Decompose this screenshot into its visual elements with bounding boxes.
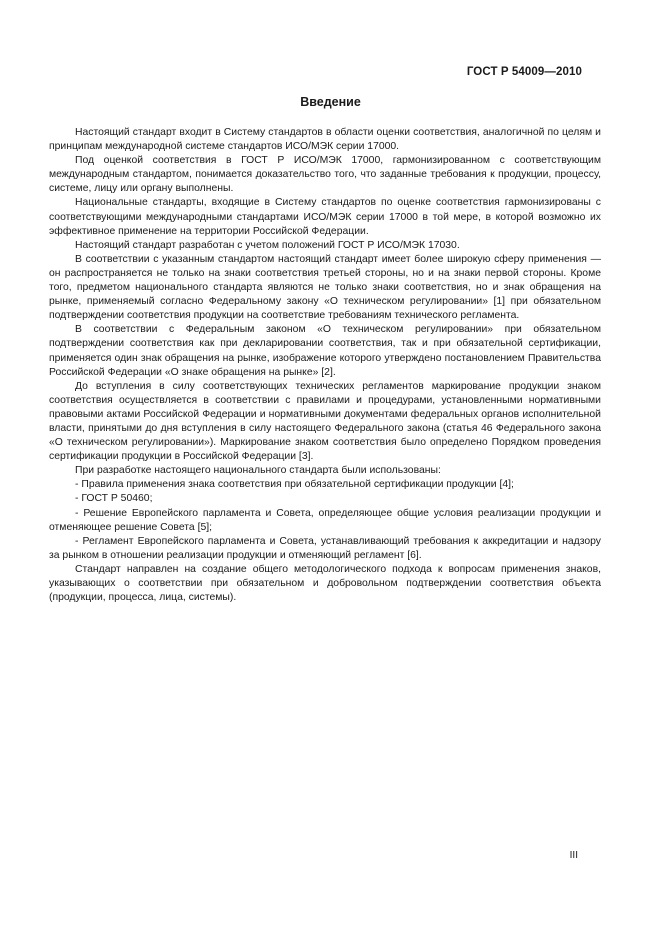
- paragraph: Под оценкой соответствия в ГОСТ Р ИСО/МЭК 17000, гармонизированном с соответствующим международным стандартом, понимается доказательство того, что заданные требования к продукции, процессу, системе, лицу или органу выполнены.: [49, 155, 601, 195]
- paragraph: В соответствии с указанным стандартом настоящий стандарт имеет более широкую сферу применения — он распространяется не только на знаки соответствия третьей стороны, но и на знаки первой стороны. Кроме того, предметом национального стандарта являются не только знаки соответствия, но и знак обращения на рынке, применяемый согласно Федеральному закону «О техническом регулировании» [1] при обязательном подтверждении соответствия продукции на соответствие требованиям технического регламента.: [49, 253, 601, 322]
- paragraph: Настоящий стандарт разработан с учетом положений ГОСТ Р ИСО/МЭК 17030.: [75, 239, 460, 251]
- paragraph: Национальные стандарты, входящие в Систему стандартов по оценке соответствия гармонизированы с соответствующими международными стандартами ИСО/МЭК серии 17000 в той мере, в которой возможно их эффективное применение на территории Российской Федерации.: [49, 197, 601, 237]
- list-item: - Решение Европейского парламента и Совета, определяющее общие условия реализации продукции и отменяющее решение Совета [5];: [49, 507, 601, 533]
- paragraph: До вступления в силу соответствующих технических регламентов маркирование продукции знаком соответствия осуществляется в соответствии с правилами и процедурами, установленными нормативными правовыми актами Российской Федерации и нормативными документами федеральных органов исполнительной власти, принятыми до дня вступления в силу настоящего Федерального закона (статья 46 Федерального закона «О техническом регулировании»). Маркирование знаком соответствия было определено Порядком проведения сертификации продукции в Российской Федерации [3].: [49, 380, 601, 463]
- paragraph: При разработке настоящего национального стандарта были использованы:: [75, 465, 441, 477]
- paragraph: В соответствии с Федеральным законом «О техническом регулировании» при обязательном подтверждении соответствия как при декларировании соответствия, так и при обязательной сертификации, применяется один знак обращения на рынке, изображение которого утверждено постановлением Правительства Российской Федерации «О знаке обращения на рынке» [2].: [49, 324, 601, 378]
- paragraph: Стандарт направлен на создание общего методологического подхода к вопросам применения знаков, указывающих о соответствии при обязательном и добровольном подтверждении соответствия объекта (продукции, процесса, лица, системы).: [49, 563, 601, 604]
- section-title: Введение: [300, 95, 361, 109]
- document-body: [49, 126, 601, 605]
- list-item: - ГОСТ Р 50460;: [75, 493, 153, 505]
- document-code: ГОСТ Р 54009—2010: [466, 66, 582, 78]
- list-item: - Регламент Европейского парламента и Совета, устанавливающий требования к аккредитации и надзору за рынком в отношении реализации продукции и отменяющий регламент [6].: [49, 535, 601, 561]
- paragraph: Настоящий стандарт входит в Систему стандартов в области оценки соответствия, аналогичной по целям и принципам международной системе стандартов ИСО/МЭК серии 17000.: [49, 127, 601, 153]
- list-item: - Правила применения знака соответствия при обязательной сертификации продукции [4];: [75, 479, 514, 491]
- page-number: III: [569, 850, 578, 861]
